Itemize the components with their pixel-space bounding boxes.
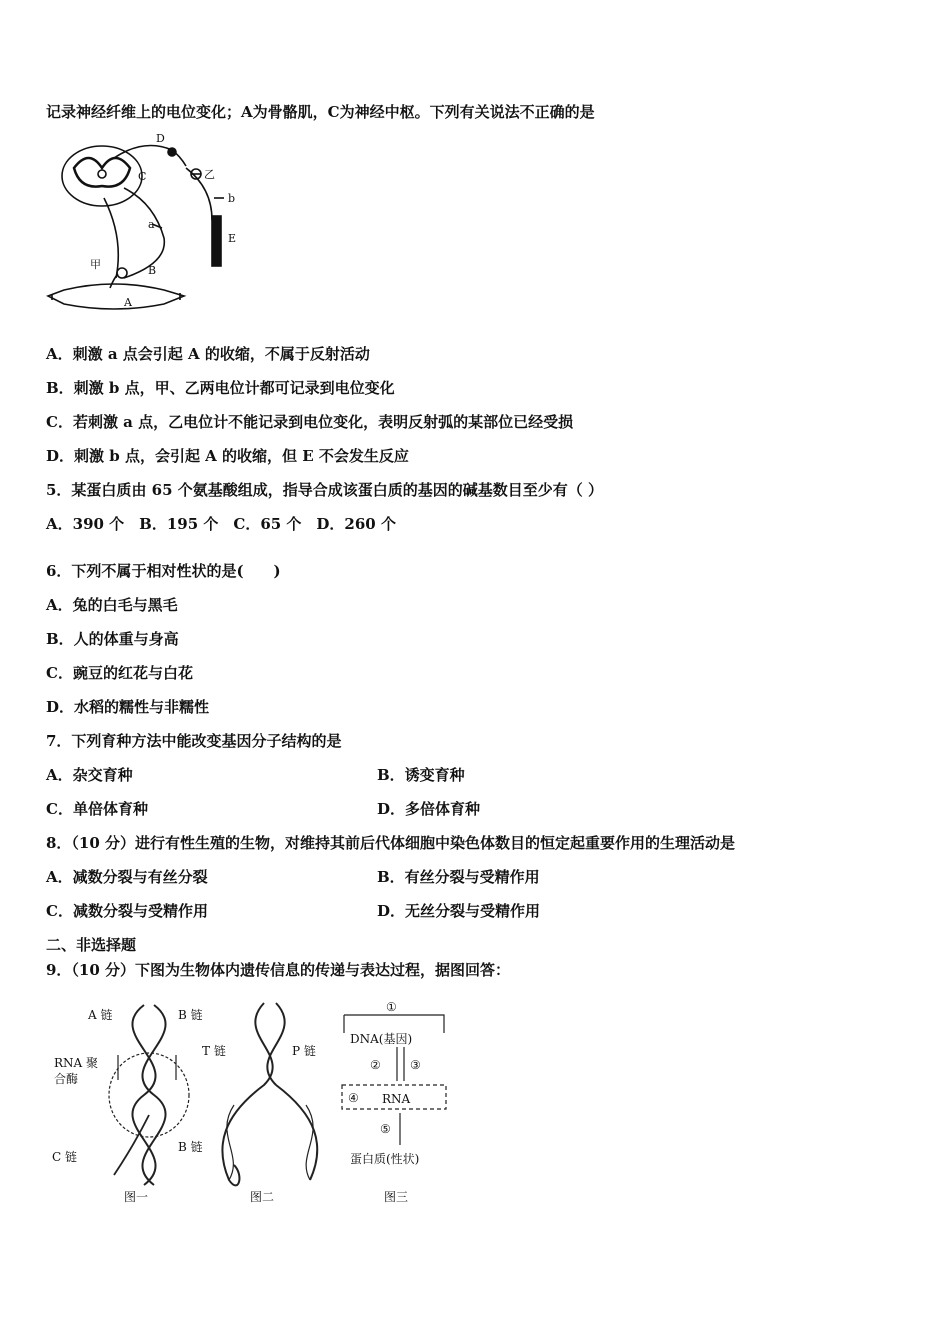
- fig-two-strand-inner-1: [267, 1003, 284, 1085]
- label-1: ①: [386, 1000, 397, 1014]
- label-d: D: [156, 132, 165, 145]
- section-heading: 二、非选择题: [46, 936, 137, 954]
- question-5-stem: 5．某蛋白质由 65 个氨基酸组成，指导合成该蛋白质的基因的碱基数目至少有（ ）: [46, 481, 603, 499]
- question-4-intro: 记录神经纤维上的电位变化；A为骨骼肌，C为神经中枢。下列有关说法不正确的是: [46, 103, 595, 121]
- label-rna: RNA: [382, 1092, 411, 1106]
- label-protein: 蛋白质(性状): [350, 1152, 420, 1166]
- receptor-e: [212, 216, 221, 266]
- voltmeter-jia: [117, 268, 127, 278]
- q6-option-d: D．水稻的糯性与非糯性: [46, 698, 210, 716]
- label-3: ③: [410, 1058, 421, 1072]
- question-8-stem: 8．（10 分）进行有性生殖的生物，对维持其前后代体细胞中染色体数目的恒定起重要作用的生理活动是: [46, 834, 736, 852]
- caption-fig-1: 图一: [124, 1190, 149, 1204]
- fig-two-strand-t: [222, 1003, 272, 1185]
- motor-fiber-a: [124, 188, 164, 278]
- q8-option-b: B．有丝分裂与受精作用: [377, 868, 540, 886]
- q4-option-d: D．刺激 b 点，会引起 A 的收缩，但 E 不会发生反应: [46, 447, 409, 465]
- question-7-stem: 7．下列育种方法中能改变基因分子结构的是: [46, 732, 342, 750]
- label-c: C: [138, 170, 147, 183]
- caption-fig-3: 图三: [384, 1190, 409, 1204]
- skeletal-muscle-a: [48, 284, 184, 309]
- q4-option-c: C．若刺激 a 点，乙电位计不能记录到电位变化，表明反射弧的某部位已经受损: [46, 413, 574, 431]
- spinal-cord-shape: [62, 146, 142, 206]
- label-4: ④: [348, 1091, 359, 1105]
- label-yi: 乙: [204, 168, 215, 181]
- label-c-chain: C 链: [52, 1150, 77, 1164]
- q7-option-c: C．单倍体育种: [46, 800, 148, 818]
- label-b-chain-top: B 链: [178, 1008, 203, 1022]
- caption-fig-2: 图二: [250, 1190, 275, 1204]
- loop-1-arrow: [344, 1015, 444, 1033]
- label-e: E: [228, 232, 237, 245]
- label-5: ⑤: [380, 1122, 391, 1136]
- label-dna: DNA(基因): [350, 1032, 413, 1046]
- gray-matter-shape: [74, 158, 130, 187]
- question-9-stem: 9．（10 分）下图为生物体内遗传信息的传递与表达过程，据图回答：: [46, 961, 511, 979]
- q7-option-d: D．多倍体育种: [377, 800, 481, 818]
- q4-option-a: A．刺激 a 点会引起 A 的收缩，不属于反射活动: [46, 345, 370, 363]
- rna-polymerase: [109, 1053, 189, 1137]
- label-rna-pol-2: 合酶: [54, 1072, 79, 1086]
- label-a-small: a: [148, 218, 155, 231]
- q8-option-d: D．无丝分裂与受精作用: [377, 902, 541, 920]
- fig-two-strand-p: [276, 1085, 317, 1180]
- question-5-options: A．390 个 B．195 个 C．65 个 D．260 个: [46, 515, 396, 533]
- q7-option-b: B．诱变育种: [377, 766, 465, 784]
- label-b-small: b: [228, 192, 236, 205]
- q8-option-a: A．减数分裂与有丝分裂: [46, 868, 208, 886]
- label-rna-pol-1: RNA 聚: [54, 1056, 99, 1070]
- reflex-arc-figure: [44, 128, 254, 318]
- q6-option-a: A．兔的白毛与黑毛: [46, 596, 178, 614]
- label-t-chain: T 链: [202, 1044, 226, 1058]
- q8-option-c: C．减数分裂与受精作用: [46, 902, 208, 920]
- label-jia: 甲: [90, 258, 101, 271]
- label-b-chain-bottom: B 链: [178, 1140, 203, 1154]
- label-p-chain: P 链: [292, 1044, 316, 1058]
- label-2: ②: [370, 1058, 381, 1072]
- label-a-big: A: [124, 296, 132, 309]
- label-a-chain: A 链: [88, 1008, 113, 1022]
- genetic-info-figure: [44, 995, 464, 1210]
- q6-option-b: B．人的体重与身高: [46, 630, 179, 648]
- label-b-big: B: [148, 264, 157, 277]
- question-6-stem: 6．下列不属于相对性状的是( ): [46, 562, 281, 580]
- q4-option-b: B．刺激 b 点，甲、乙两电位计都可记录到电位变化: [46, 379, 395, 397]
- q6-option-c: C．豌豆的红花与白花: [46, 664, 193, 682]
- c-chain: [114, 1115, 149, 1175]
- q7-option-a: A．杂交育种: [46, 766, 133, 784]
